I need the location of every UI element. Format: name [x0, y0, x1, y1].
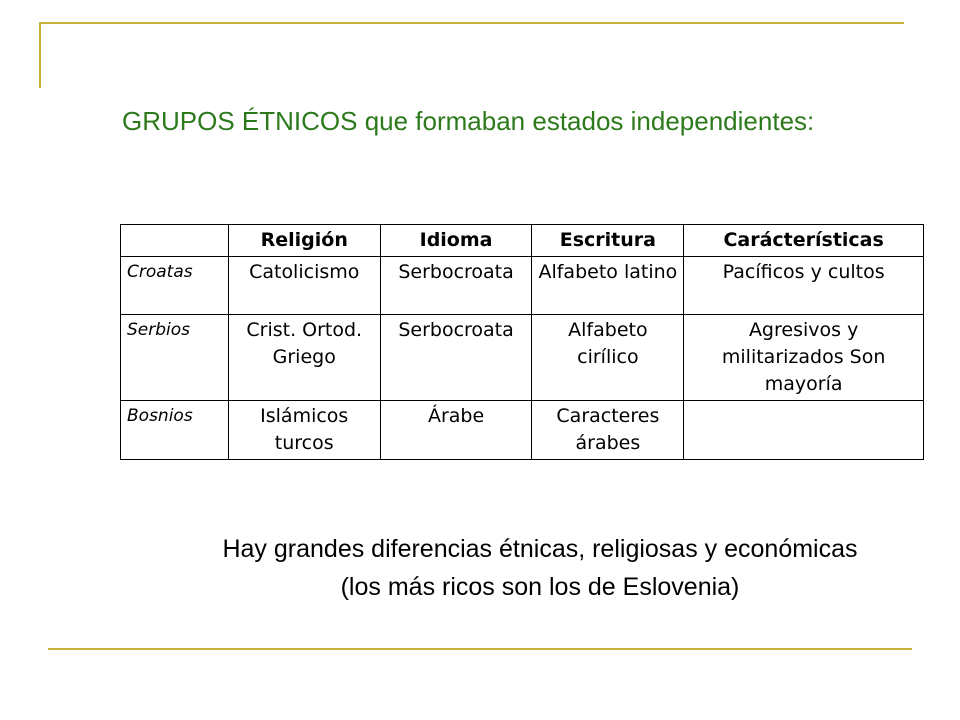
- footer-note: [120, 530, 960, 606]
- footer-line-1: Hay grandes diferencias étnicas, religiosas y económicas: [222, 535, 858, 563]
- header-script: Escritura: [532, 225, 684, 257]
- table-header-row: [121, 225, 924, 257]
- header-religion: Religión: [228, 225, 380, 257]
- group-name: Croatas: [121, 257, 229, 315]
- table-row: [121, 401, 924, 460]
- group-name: Serbios: [121, 315, 229, 401]
- language-cell: Árabe: [380, 401, 532, 460]
- top-divider: [40, 22, 904, 24]
- left-divider: [39, 22, 41, 88]
- script-cell: Caracteres árabes: [532, 401, 684, 460]
- table-row: [121, 257, 924, 315]
- header-empty: [121, 225, 229, 257]
- religion-cell: Crist. Ortod. Griego: [228, 315, 380, 401]
- language-cell: Serbocroata: [380, 257, 532, 315]
- language-cell: Serbocroata: [380, 315, 532, 401]
- traits-cell: Pacíficos y cultos: [684, 257, 924, 315]
- script-cell: Alfabeto cirílico: [532, 315, 684, 401]
- footer-line-2: (los más ricos son los de Eslovenia): [340, 573, 740, 601]
- header-language: Idioma: [380, 225, 532, 257]
- group-name: Bosnios: [121, 401, 229, 460]
- traits-cell: Agresivos y militarizados Son mayoría: [684, 315, 924, 401]
- bottom-divider: [48, 648, 912, 650]
- slide-title: GRUPOS ÉTNICOS que formaban estados independientes:: [122, 106, 815, 136]
- script-cell: Alfabeto latino: [532, 257, 684, 315]
- traits-cell: [684, 401, 924, 460]
- religion-cell: Catolicismo: [228, 257, 380, 315]
- table-row: [121, 315, 924, 401]
- religion-cell: Islámicos turcos: [228, 401, 380, 460]
- ethnic-groups-table: [120, 224, 924, 460]
- header-traits: Carácterísticas: [684, 225, 924, 257]
